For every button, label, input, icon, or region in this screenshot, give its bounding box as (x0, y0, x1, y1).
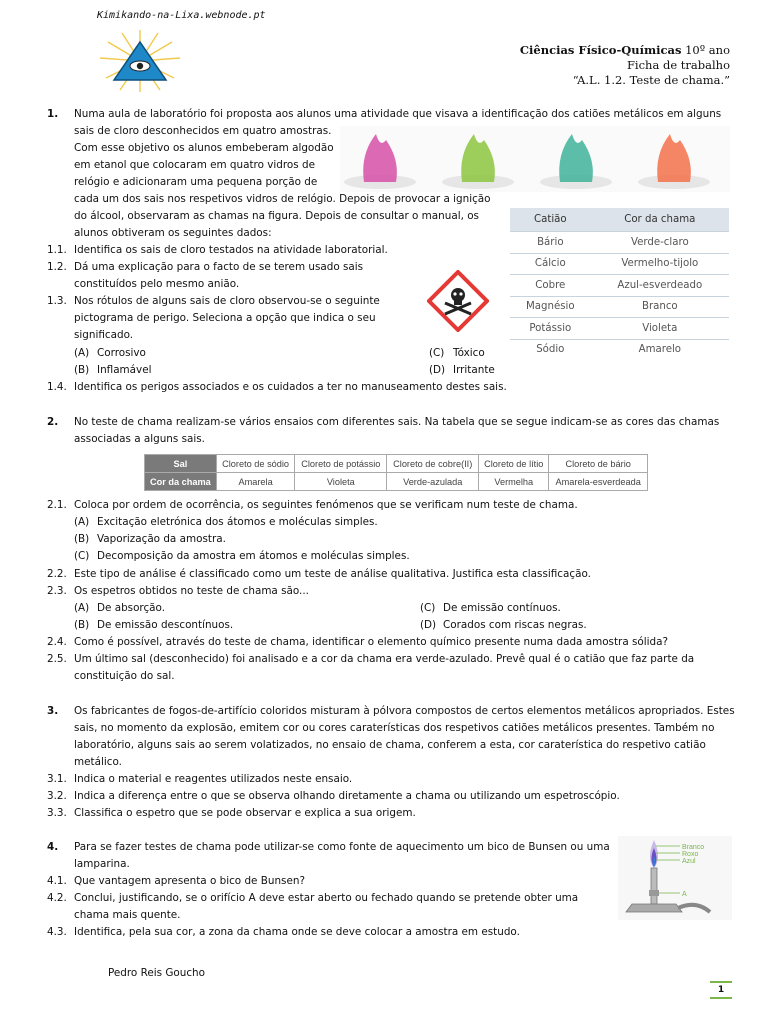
table-row: Magnésio Branco (510, 296, 729, 318)
option-c: Tóxico (453, 347, 485, 359)
table-header: Cor da chama (591, 208, 729, 232)
table-row: Sal Cloreto de sódio Cloreto de potássio Cloreto de cobre(II) Cloreto de lítio Cloreto de bário (145, 455, 648, 473)
site-name: Kimikando-na-Lixa.webnode.pt (97, 10, 266, 21)
q1-line: cada um dos sais nos respetivos vidros de relógio. Depois de provocar a ignição (74, 193, 491, 205)
label-a: A (682, 891, 687, 898)
sheet-title: “A.L. 1.2. Teste de chama.” (572, 73, 730, 87)
q1-line: alunos obtiveram os seguintes dados: (74, 227, 272, 239)
eye-logo-icon (100, 30, 180, 92)
q1-line: Numa aula de laboratório foi proposta aos alunos uma atividade que visava a identificação dos catiões metálicos em alguns (74, 108, 722, 120)
table-row: Potássio Violeta (510, 318, 729, 340)
table-row: Cálcio Vermelho-tijolo (510, 253, 729, 275)
q1-line: do álcool, observaram as chamas na figura. Depois de consultar o manual, os (74, 210, 479, 222)
document-header (520, 43, 730, 88)
salt-flame-table (144, 454, 648, 491)
table-header: Catião (510, 208, 591, 232)
q1-line: Com esse objetivo os alunos embeberam algodão (74, 142, 334, 154)
q1-line: em etanol que colocaram em quatro vidros de (74, 159, 315, 171)
subject-line: Ciências Físico-Químicas 10º ano (519, 43, 730, 57)
option-b: Inflamável (97, 364, 152, 376)
table-row: Sódio Amarelo (510, 339, 729, 360)
bunsen-burner-image (618, 836, 732, 920)
flames-image (340, 126, 730, 192)
table-row: Bário Verde-claro (510, 232, 729, 254)
page-number: 1 (710, 981, 732, 999)
q1-line: sais de cloro desconhecidos em quatro amostras. (74, 125, 332, 137)
label-branco: Branco (682, 844, 705, 851)
table-row: Cobre Azul-esverdeado (510, 275, 729, 297)
q1-line: relógio e adicionaram uma pequena porção de (74, 176, 318, 188)
sheet-type: Ficha de trabalho (626, 58, 730, 72)
label-roxo: Roxo (682, 851, 699, 858)
cation-color-table (510, 208, 729, 360)
table-row: Cor da chama Amarela Violeta Verde-azulada Vermelha Amarela-esverdeada (145, 473, 648, 491)
author-name: Pedro Reis Goucho (108, 967, 205, 979)
toxic-hazard-icon (427, 270, 489, 332)
label-azul: Azul (682, 858, 696, 865)
option-d: Irritante (453, 364, 495, 376)
option-a: Corrosivo (97, 347, 146, 359)
